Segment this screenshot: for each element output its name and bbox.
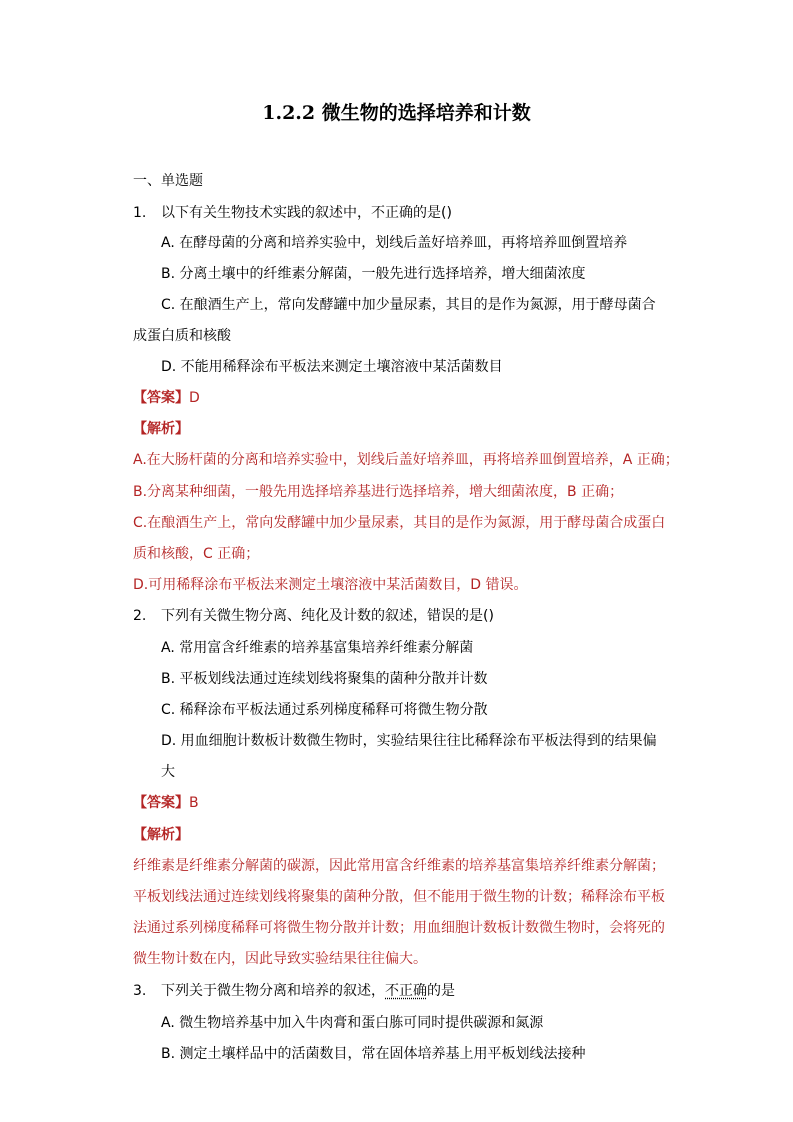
q1-analysis-line: A.在大肠杆菌的分离和培养实验中，划线后盖好培养皿，再将培养皿倒置培养，A 正确； [133, 452, 679, 468]
q2-answer [133, 793, 199, 813]
q3-option-a: A. 微生物培养基中加入牛肉膏和蛋白胨可同时提供碳源和氮源 [161, 1015, 544, 1031]
q3-stem-pre: 下列关于微生物分离和培养的叙述， [161, 983, 385, 999]
q1-option-c: C. 在酿酒生产上，常向发酵罐中加少量尿素，其目的是作为氮源，用于酵母菌合 [161, 297, 656, 313]
q3-option-b: B. 测定土壤样品中的活菌数目，常在固体培养基上用平板划线法接种 [161, 1046, 586, 1062]
answer-label: 【答案】 [133, 795, 189, 811]
answer-value: B [189, 795, 199, 811]
q2-analysis-line: 纤维素是纤维素分解菌的碳源，因此常用富含纤维素的培养基富集培养纤维素分解菌； [133, 858, 665, 874]
q1-analysis-line: C.在酿酒生产上，常向发酵罐中加少量尿素，其目的是作为氮源，用于酵母菌合成蛋白 [133, 515, 666, 531]
q1-option-c-cont: 成蛋白质和核酸 [133, 328, 231, 344]
q3-stem-emphasis: 不正确 [385, 983, 427, 999]
q1-number: 1. [133, 205, 147, 221]
q3-number: 3. [133, 983, 147, 999]
q1-option-b: B. 分离土壤中的纤维素分解菌，一般先进行选择培养，增大细菌浓度 [161, 266, 586, 282]
q1-analysis-line: D.可用稀释涂布平板法来测定土壤溶液中某活菌数目，D 错误。 [133, 577, 528, 593]
q2-option-b: B. 平板划线法通过连续划线将聚集的菌种分散并计数 [161, 671, 488, 687]
q2-number: 2. [133, 608, 147, 624]
q2-stem: 下列有关微生物分离、纯化及计数的叙述，错误的是() [161, 608, 494, 624]
answer-value: D [189, 390, 200, 406]
q2-analysis-line: 平板划线法通过连续划线将聚集的菌种分散，但不能用于微生物的计数；稀释涂布平板 [133, 889, 665, 905]
q1-analysis-line: B.分离某种细菌，一般先用选择培养基进行选择培养，增大细菌浓度，B 正确； [133, 484, 624, 500]
q1-answer [133, 388, 200, 408]
answer-label: 【答案】 [133, 390, 189, 406]
q2-analysis-line: 法通过系列梯度稀释可将微生物分散并计数；用血细胞计数板计数微生物时，会将死的 [133, 920, 665, 936]
q1-option-d: D. 不能用稀释涂布平板法来测定土壤溶液中某活菌数目 [161, 359, 503, 375]
q2-option-c: C. 稀释涂布平板法通过系列梯度稀释可将微生物分散 [161, 702, 488, 718]
q2-option-d: D. 用血细胞计数板计数微生物时，实验结果往往比稀释涂布平板法得到的结果偏 [161, 733, 657, 749]
q1-analysis-line: 质和核酸，C 正确； [133, 546, 260, 562]
q2-option-d-cont: 大 [161, 764, 175, 780]
q2-analysis-label: 【解析】 [133, 827, 189, 843]
q3-stem-post: 的是 [427, 983, 455, 999]
q2-analysis-line: 微生物计数在内，因此导致实验结果往往偏大。 [133, 951, 427, 967]
q1-stem: 以下有关生物技术实践的叙述中，不正确的是() [161, 205, 452, 221]
q1-analysis-label: 【解析】 [133, 421, 189, 437]
section-heading: 一、单选题 [133, 173, 203, 189]
q1-option-a: A. 在酵母菌的分离和培养实验中，划线后盖好培养皿，再将培养皿倒置培养 [161, 235, 628, 251]
page-title: 1.2.2 微生物的选择培养和计数 [262, 102, 531, 124]
q2-option-a: A. 常用富含纤维素的培养基富集培养纤维素分解菌 [161, 640, 474, 656]
q3-stem [161, 981, 455, 1001]
